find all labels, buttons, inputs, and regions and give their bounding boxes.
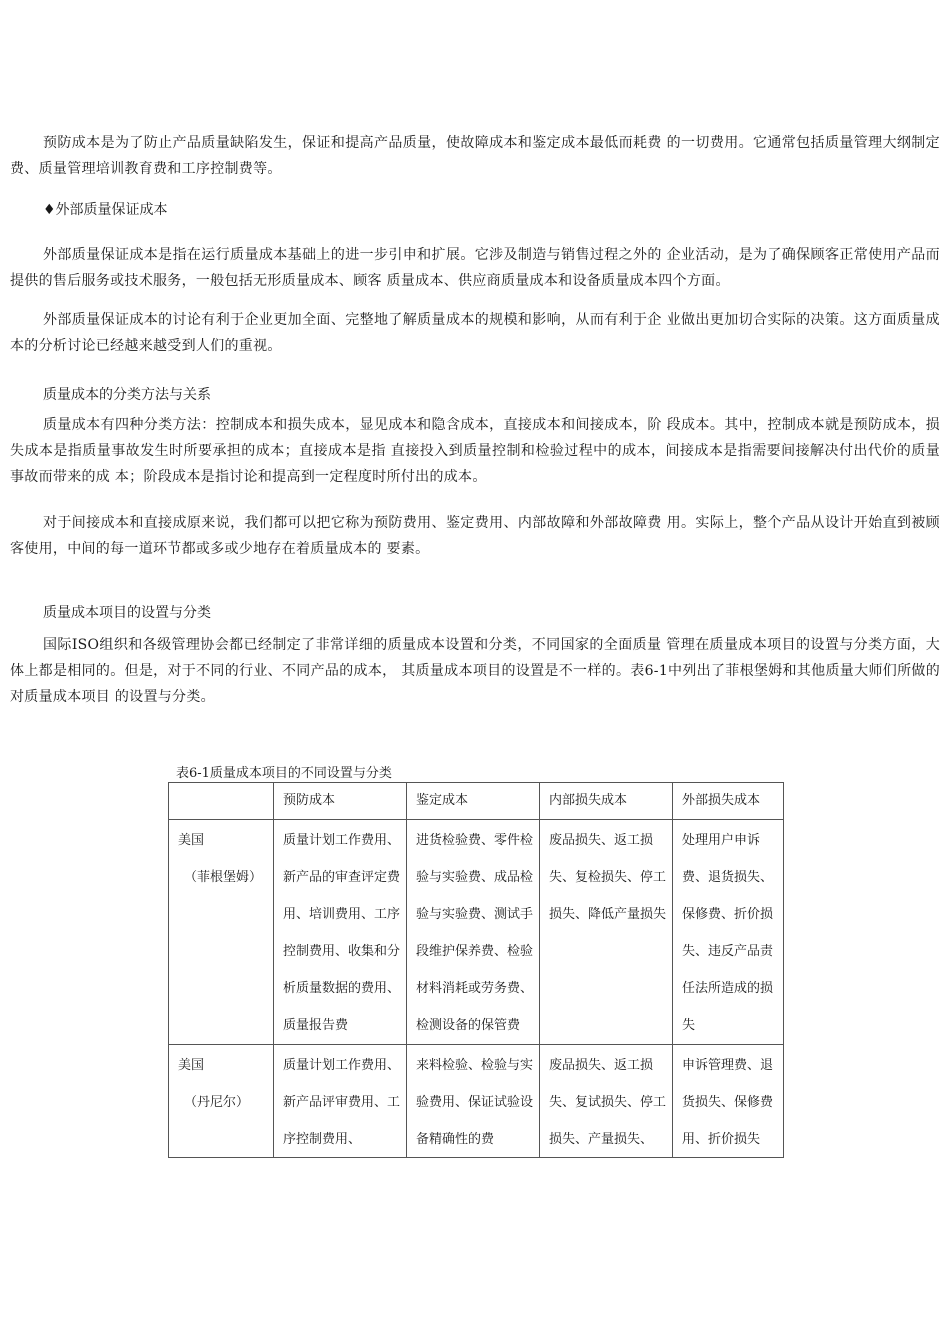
prevention-text: 质量计划工作费用、新产品评审费用、工序控制费用、 xyxy=(283,1058,400,1147)
person-label: （丹尼尔） xyxy=(184,1095,250,1110)
appraisal-cell: 进货检验费、零件检验与实验费、成品检验与实验费、测试手段维护保养费、检验材料消耗或劳务费、检测设备的保管费 xyxy=(407,820,540,1045)
paragraph-classification-methods: 质量成本有四种分类方法：控制成本和损失成本，显见成本和隐含成本，直接成本和间接成本，阶 段成本。其中，控制成本就是预防成本，损失成本是指质量事故发生时所要承担的成本；直接成本是指 直接投入到质量控制和检验过程中的成本，间接成本是指需要间接解决付出代价的质量事故而带来的成 本；阶段成本是指讨论和提高到一定程度时所付出的成本。 xyxy=(10,417,940,485)
country-label: 美国 xyxy=(178,833,205,848)
prevention-cell: 质量计划工作费用、新产品的审查评定费用、培训费用、工序控制费用、收集和分析质量数据的费用、质量报告费 xyxy=(274,820,407,1045)
paragraph-external-assurance: 外部质量保证成本是指在运行质量成本基础上的进一步引申和扩展。它涉及制造与销售过程之外的 企业活动，是为了确保顾客正常使用产品而提供的售后服务或技术服务，一般包括无形质量成本、顾客 质量成本、供应商质量成本和设备质量成本四个方面。 xyxy=(10,247,940,289)
header-prevention: 预防成本 xyxy=(274,783,407,820)
internal-loss-cell xyxy=(540,1045,673,1158)
internal-loss-text: 废品损失、返工损失、复试损失、停工损失、产量损失、 xyxy=(549,1058,666,1147)
paragraph-indirect-direct: 对于间接成本和直接成原来说，我们都可以把它称为预防费用、鉴定费用、内部故障和外部故障费 用。实际上，整个产品从设计开始直到被顾客使用，中间的每一道环节都或多或少地存在着质量成本的 要素。 xyxy=(10,515,940,557)
table-header-row xyxy=(169,783,784,820)
header-external-loss: 外部损失成本 xyxy=(673,783,784,820)
heading-external-assurance: ♦外部质量保证成本 xyxy=(43,202,168,218)
paragraph-external-discussion: 外部质量保证成本的讨论有利于企业更加全面、完整地了解质量成本的规模和影响，从而有利于企 业做出更加切合实际的决策。这方面质量成本的分析讨论已经越来越受到人们的重视。 xyxy=(10,312,940,354)
appraisal-text: 来料检验、检验与实验费用、保证试验设备精确性的费 xyxy=(416,1058,533,1147)
person-label: （菲根堡姆） xyxy=(184,870,263,885)
row-label-cell xyxy=(169,1045,274,1158)
heading-item-setup: 质量成本项目的设置与分类 xyxy=(43,605,211,621)
external-loss-text: 申诉管理费、退货损失、保修费用、折价损失 xyxy=(682,1058,774,1147)
internal-loss-cell: 废品损失、返工损失、复检损失、停工损失、降低产量损失 xyxy=(540,820,673,1045)
table-row xyxy=(169,820,784,1045)
external-loss-cell xyxy=(673,1045,784,1158)
table-row xyxy=(169,1045,784,1158)
appraisal-cell xyxy=(407,1045,540,1158)
header-appraisal: 鉴定成本 xyxy=(407,783,540,820)
heading-classification: 质量成本的分类方法与关系 xyxy=(43,387,211,403)
country-label: 美国 xyxy=(178,1058,205,1073)
header-blank xyxy=(169,783,274,820)
table-caption: 表6-1质量成本项目的不同设置与分类 xyxy=(176,766,392,781)
paragraph-prevention-cost: 预防成本是为了防止产品质量缺陷发生，保证和提高产品质量，使故障成本和鉴定成本最低而耗费 的一切费用。它通常包括质量管理大纲制定费、质量管理培训教育费和工序控制费等。 xyxy=(10,135,940,177)
header-internal-loss: 内部损失成本 xyxy=(540,783,673,820)
quality-cost-table xyxy=(168,782,784,1158)
external-loss-cell: 处理用户申诉费、退货损失、保修费、折价损失、违反产品责任法所造成的损失 xyxy=(673,820,784,1045)
paragraph-iso-setup: 国际ISO组织和各级管理协会都已经制定了非常详细的质量成本设置和分类，不同国家的全面质量 管理在质量成本项目的设置与分类方面，大体上都是相同的。但是，对于不同的行业、不同产品的成本， 其质量成本项目的设置是不一样的。表6-1中列出了菲根堡姆和其他质量大师们所做的对质量成本项目 的设置与分类。 xyxy=(10,637,940,705)
prevention-cell xyxy=(274,1045,407,1158)
row-label-cell xyxy=(169,820,274,1045)
